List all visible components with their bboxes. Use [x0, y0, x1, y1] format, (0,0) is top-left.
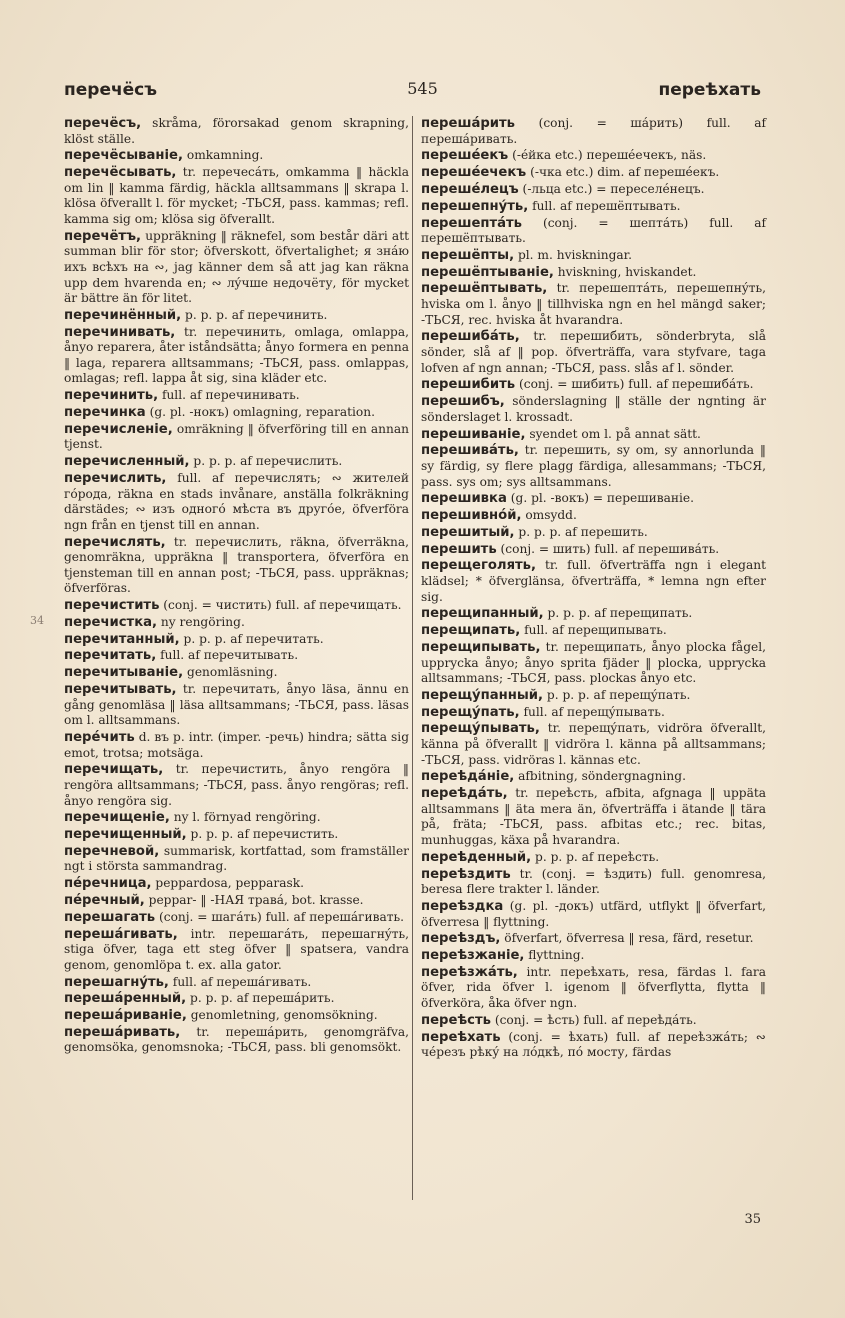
- entry-definition: tr. перешибить, sönderbryta, slå sönder, slå af ‖ pop. öfverträffa, vara styfvare, taga lofven af ngn annan; -ТЬСЯ, pass. slås af l. sönder.: [421, 329, 766, 375]
- entry-definition: p. p. p. af перещипать.: [543, 606, 693, 621]
- entry-headword: переѣздить: [421, 866, 511, 882]
- entry-headword: перешéлецъ: [421, 181, 519, 197]
- entry-headword: перешить: [421, 541, 497, 557]
- dictionary-entry: [64, 454, 409, 470]
- dictionary-entry: [421, 199, 766, 215]
- entry-headword: переѣдáть,: [421, 786, 508, 802]
- entry-headword: пéречный,: [64, 893, 145, 908]
- entry-headword: перешибъ,: [421, 394, 505, 410]
- dictionary-entry: [64, 471, 409, 533]
- entry-headword: перечёсываніе,: [64, 148, 184, 164]
- entry-definition: tr. перечислить, räkna, öfverräkna, genomräkna, uppräkna ‖ transportera, öfverföra en tjensteman till en annan post; -ТЬСЯ, pass. uppräknas; öfverföras.: [64, 534, 409, 596]
- entry-definition: tr. перечистить, ånyo rengöra ‖ rengöra alltsammans; -ТЬСЯ, pass. ånyo rengöras; refl. ånyo rengöra sig.: [64, 762, 409, 808]
- entry-headword: перешепнýть,: [421, 198, 529, 214]
- entry-headword: перечищенный,: [64, 827, 187, 843]
- dictionary-entry: [421, 443, 766, 490]
- entry-definition: full. af перещýпывать.: [519, 704, 665, 719]
- entry-definition: tr. переѣсть, afbita, afgnaga ‖ uppäta alltsammans ‖ äta mera än, öfverträffa i ätande ‖ tära på, fräta; -ТЬСЯ, pass. afbitas etc.; rec. bitas, munhuggas, käxa på hvarandra.: [421, 786, 766, 847]
- entry-headword: перечитанный,: [64, 631, 180, 647]
- dictionary-entry: [421, 640, 766, 687]
- entry-definition: (conj. = ѣхать) full. af переѣзжáть; ∾ чéрезъ рѣкý на лóдкѣ, пó мосту, färdas: [421, 1029, 766, 1060]
- dictionary-entry: [64, 648, 409, 664]
- entry-definition: ny rengöring.: [157, 614, 245, 629]
- entry-definition: full. af перечитывать.: [156, 648, 299, 663]
- entry-definition: tr. перещýпать, vidröra öfverallt, känna på öfverallt ‖ vidröra l. känna på alltsammans; -ТЬСЯ, pass. vidröras l. kännas etc.: [421, 721, 766, 767]
- dictionary-entry: [64, 730, 409, 761]
- dictionary-entry: [64, 165, 409, 227]
- entry-definition: (conj. = шагáть) full. af перешáгивать.: [155, 909, 405, 924]
- entry-headword: перечинить,: [64, 388, 159, 404]
- entry-headword: перешивнóй,: [421, 508, 522, 524]
- entry-definition: (-льца etc.) = переселéнецъ.: [518, 181, 705, 196]
- dictionary-entry: [421, 705, 766, 721]
- entry-headword: перечёсывать,: [64, 165, 177, 181]
- entry-headword: перещýпанный,: [421, 687, 544, 703]
- column-divider: [412, 116, 413, 1200]
- entry-definition: tr. перещипать, ånyo plocka fågel, upprycka ånyo; ånyo sprita fjäder ‖ plocka, upprycka alltsammans; -ТЬСЯ, pass. plockas ånyo etc.: [421, 639, 766, 686]
- header-left-guideword: перечёсъ: [64, 80, 158, 100]
- entry-definition: p. p. p. af перечинить.: [181, 307, 328, 322]
- dictionary-entry: [421, 867, 766, 898]
- dictionary-entry: [421, 931, 766, 947]
- dictionary-entry: [64, 910, 409, 926]
- page-number: 545: [407, 79, 438, 98]
- entry-definition: peppar- ‖ -НАЯ травá, bot. krasse.: [144, 893, 364, 907]
- entry-definition: (g. pl. -докъ) utfärd, utflykt ‖ öfverfart, öfverresa ‖ flyttning.: [421, 898, 766, 929]
- entry-headword: перечётъ,: [64, 228, 142, 244]
- entry-definition: tr. full. öfverträffa ngn i elegant klädsel; * öfverglänsa, öfverträffa, * lemna ngn efter sig.: [421, 558, 766, 604]
- entry-definition: skråma, förorsakad genom skrapning, klöst ställe.: [64, 116, 409, 146]
- dictionary-entry: [421, 525, 766, 541]
- entry-headword: перечитывать,: [64, 681, 177, 697]
- entry-headword: перещýпывать,: [421, 721, 540, 737]
- dictionary-entry: [64, 308, 409, 324]
- entry-headword: перешáрить: [421, 116, 516, 131]
- entry-headword: перечисленіе,: [64, 421, 173, 437]
- entry-definition: syendet om l. på annat sätt.: [525, 426, 701, 441]
- dictionary-entry: [421, 786, 766, 848]
- entry-headword: перешáриваніе,: [64, 1008, 187, 1024]
- dictionary-entry: [421, 1030, 766, 1061]
- entry-headword: перечинённый,: [64, 307, 182, 323]
- entry-headword: перешибáть,: [421, 329, 520, 345]
- dictionary-entry: [64, 632, 409, 648]
- entry-headword: перечистка,: [64, 614, 158, 630]
- entry-definition: (conj. = шибить) full. af перешибáть.: [515, 377, 754, 392]
- entry-headword: перечинка: [64, 405, 146, 420]
- entry-headword: переѣсть: [421, 1012, 491, 1028]
- entry-definition: (conj. = ѣсть) full. af переѣдáть.: [490, 1012, 697, 1027]
- dictionary-entry: [64, 665, 409, 681]
- entry-definition: pl. m. hviskningar.: [514, 247, 633, 262]
- dictionary-entry: [64, 991, 409, 1007]
- entry-definition: intr. перешагáть, перешагнýть, stiga öfver, taga ett steg öfver ‖ spatsera, vandra genom, genomlöpa t. ex. alla gator.: [64, 926, 409, 972]
- dictionary-entry: [64, 893, 409, 909]
- entry-definition: tr. перечитать, ånyo läsa, ännu en gång genomläsa ‖ läsa alltsammans; -ТЬСЯ, pass. läsas om l. alltsammans.: [64, 681, 409, 728]
- entry-headword: перешагнýть,: [64, 974, 169, 990]
- dictionary-entry: [64, 422, 409, 453]
- entry-definition: (-éйка etc.) перешéечекъ, näs.: [508, 148, 707, 163]
- entry-definition: p. p. p. af перешить.: [514, 524, 648, 539]
- entry-headword: перешáривать,: [64, 1024, 181, 1040]
- dictionary-entry: [64, 615, 409, 631]
- entry-headword: перешёптываніе,: [421, 264, 554, 280]
- dictionary-entry: [421, 394, 766, 425]
- dictionary-entry: [64, 229, 409, 307]
- dictionary-entry: [421, 623, 766, 639]
- entry-definition: genomletning, genomsökning.: [186, 1008, 378, 1023]
- dictionary-entry: [64, 810, 409, 826]
- entry-headword: перешёптывать,: [421, 281, 548, 297]
- entry-headword: перешáгивать,: [64, 926, 178, 942]
- entry-definition: tr. перешить, sy om, sy annorlunda ‖ sy färdig, sy flere plagg färdiga, allesammans; -ТЬСЯ, pass. sys om; sys alltsammans.: [421, 443, 766, 489]
- entry-definition: p. p. p. af переѣсть.: [531, 849, 660, 864]
- dictionary-entry: [421, 148, 766, 164]
- header-right-guideword: переѣхать: [658, 80, 761, 100]
- entry-headword: переѣздка: [421, 898, 504, 914]
- entry-definition: (-чка etc.) dim. af перешéекъ.: [526, 165, 720, 180]
- entry-definition: genomläsning.: [183, 665, 278, 680]
- dictionary-entry: [421, 769, 766, 785]
- entry-headword: перешéекъ: [421, 148, 509, 164]
- dictionary-entry: [64, 876, 409, 892]
- dictionary-entry: [421, 491, 766, 507]
- entry-definition: intr. переѣхать, resa, färdas l. fara öfver, rida öfver l. igenom ‖ öfverflytta, flytta ‖ öfverköra, åka öfver ngn.: [421, 964, 766, 1011]
- dictionary-entry: [421, 558, 766, 605]
- entry-definition: full. af перечислять; ∾ жителей гóрода, räkna en stads invånare, anställa folkräkning därstädes; ∾ изъ одногó мѣста въ другóе, öfverföra ngn från en tjenst till en annan.: [64, 470, 409, 532]
- margin-mark: 34: [30, 614, 44, 627]
- left-column: [64, 116, 409, 1057]
- entry-definition: tr. перечесáть, omkamma ‖ häckla om lin ‖ kamma färdig, häckla alltsammans ‖ skrapa l. klösa öfverallt l. för mycket; -ТЬСЯ, pass. kammas; refl. kamma sig om; klösa sig öfverallt.: [64, 165, 409, 226]
- entry-definition: tr. (conj. = ѣздить) full. genomresa, beresa flere trakter l. länder.: [421, 866, 766, 897]
- entry-headword: перечищеніе,: [64, 810, 170, 826]
- entry-headword: перечитать,: [64, 648, 157, 664]
- entry-definition: (conj. = шáрить) full. af перешáривать.: [421, 116, 766, 146]
- dictionary-entry: [64, 405, 409, 421]
- entry-headword: перечитываніе,: [64, 665, 184, 681]
- entry-definition: tr. перешáрить, genomgräfva, genomsöka, genomsnoka; -ТЬСЯ, pass. bli genomsökt.: [64, 1024, 409, 1055]
- dictionary-entry: [421, 427, 766, 443]
- dictionary-entry: [421, 182, 766, 198]
- entry-headword: перечисленный,: [64, 454, 190, 470]
- dictionary-entry: [421, 542, 766, 558]
- dictionary-entry: [64, 1025, 409, 1056]
- dictionary-entry: [421, 606, 766, 622]
- entry-headword: переѣхать: [421, 1029, 501, 1045]
- dictionary-entry: [421, 948, 766, 964]
- entry-headword: перешёпты,: [421, 247, 515, 263]
- entry-definition: (g. pl. -вокъ) = перешиваніе.: [506, 491, 694, 506]
- entry-definition: sönderslagning ‖ ställe der ngnting är sönderslaget l. krossadt.: [421, 394, 766, 424]
- entry-headword: перешиваніе,: [421, 426, 526, 442]
- entry-headword: перечислять,: [64, 534, 166, 550]
- entry-headword: переѣдáніе,: [421, 769, 515, 785]
- entry-definition: (conj. = шить) full. af перешивáть.: [496, 541, 720, 556]
- dictionary-entry: [64, 1008, 409, 1024]
- entry-headword: перéчить: [64, 729, 135, 745]
- dictionary-entry: [64, 762, 409, 809]
- dictionary-entry: [421, 248, 766, 264]
- dictionary-entry: [421, 165, 766, 181]
- dictionary-entry: [64, 535, 409, 597]
- entry-definition: omsydd.: [521, 508, 577, 523]
- entry-headword: перещеголять,: [421, 558, 537, 574]
- entry-definition: p. p. p. af перещýпать.: [543, 687, 691, 702]
- entry-definition: hviskning, hviskandet.: [553, 264, 697, 279]
- dictionary-entry: [421, 508, 766, 524]
- entry-headword: перешептáть: [421, 215, 523, 231]
- right-column: [421, 116, 766, 1062]
- entry-headword: перешéечекъ: [421, 165, 527, 181]
- entry-definition: (g. pl. -нокъ) omlagning, reparation.: [145, 405, 375, 419]
- entry-headword: перещипанный,: [421, 606, 544, 622]
- dictionary-entry: [421, 965, 766, 1012]
- entry-definition: full. af перешёптывать.: [528, 198, 681, 213]
- dictionary-entry: [421, 377, 766, 393]
- dictionary-entry: [64, 844, 409, 875]
- entry-definition: p. p. p. af перечитать.: [179, 631, 324, 646]
- entry-headword: перещýпать,: [421, 704, 520, 720]
- entry-headword: перешагать: [64, 909, 156, 925]
- entry-headword: переѣзжаніе,: [421, 948, 525, 964]
- entry-definition: p. p. p. af перечистить.: [186, 827, 339, 842]
- entry-headword: перешивáть,: [421, 443, 519, 459]
- entry-headword: перешивка: [421, 491, 507, 507]
- dictionary-entry: [64, 682, 409, 729]
- entry-definition: omkamning.: [183, 148, 264, 163]
- entry-definition: full. af перещипывать.: [520, 623, 667, 638]
- dictionary-entry: [64, 325, 409, 387]
- entry-headword: перечинивать,: [64, 324, 176, 340]
- entry-definition: full. af перечинивать.: [158, 388, 300, 403]
- entry-definition: full. af перешáгивать.: [168, 974, 312, 989]
- entry-definition: öfverfart, öfverresa ‖ resa, färd, resetur.: [500, 931, 754, 946]
- dictionary-entry: [421, 216, 766, 247]
- signature-mark: 35: [744, 1212, 761, 1227]
- entry-definition: p. p. p. af перечислить.: [189, 454, 343, 469]
- entry-headword: перешибить: [421, 377, 516, 393]
- entry-headword: перечёсъ,: [64, 116, 142, 131]
- entry-headword: переѣденный,: [421, 849, 532, 865]
- entry-headword: перечищать,: [64, 762, 164, 778]
- dictionary-entry: [64, 927, 409, 974]
- entry-definition: (conj. = чистить) full. af перечищать.: [159, 598, 402, 613]
- entry-headword: перещипать,: [421, 623, 521, 639]
- dictionary-entry: [421, 721, 766, 768]
- entry-definition: afbitning, söndergnagning.: [514, 769, 686, 784]
- entry-definition: (conj. = шептáть) full. af перешёптывать.: [421, 215, 766, 246]
- entry-definition: omräkning ‖ öfverföring till en annan tjenst.: [64, 421, 409, 452]
- entry-definition: peppardosa, pepparask.: [151, 876, 305, 891]
- dictionary-entry: [421, 281, 766, 328]
- dictionary-entry: [64, 598, 409, 614]
- entry-headword: пéречница,: [64, 876, 152, 892]
- entry-headword: перешитый,: [421, 524, 515, 540]
- entry-definition: flyttning.: [524, 948, 585, 963]
- dictionary-entry: [64, 827, 409, 843]
- dictionary-entry: [64, 116, 409, 147]
- entry-definition: p. p. p. af перешáрить.: [186, 991, 335, 1006]
- entry-definition: summarisk, kortfattad, som framställer ngt i största sammandrag.: [64, 843, 409, 874]
- dictionary-entry: [421, 265, 766, 281]
- entry-headword: переѣзжáть,: [421, 964, 518, 980]
- entry-definition: uppräkning ‖ räknefel, som består däri att summan blir för stor; öfverskott, öfvertalighet; я знáю ихъ всѣхъ на ∾, jag känner dem så att jag kan räkna upp dem hvarenda en; ∾ лýчше недочёту, för mycket är bättre än för litet.: [64, 228, 409, 306]
- dictionary-entry: [64, 148, 409, 164]
- dictionary-entry: [421, 899, 766, 930]
- dictionary-entry: [64, 388, 409, 404]
- entry-definition: tr. перечинить, omlaga, omlappa, ånyo reparera, åter iståndsätta; ånyo formera en penna ‖ laga, reparera alltsammans; -ТЬСЯ, pass. omlappas, omlagas; refl. lappa åt sig, sina kläder etc.: [64, 324, 409, 386]
- dictionary-entry: [421, 116, 766, 147]
- entry-headword: переѣздъ,: [421, 931, 501, 947]
- entry-headword: перечистить: [64, 598, 160, 614]
- entry-definition: ny l. förnyad rengöring.: [169, 810, 321, 825]
- dictionary-entry: [421, 1013, 766, 1029]
- entry-headword: перещипывать,: [421, 639, 541, 655]
- dictionary-entry: [421, 688, 766, 704]
- entry-headword: перечислить,: [64, 470, 167, 486]
- entry-definition: tr. перешептáть, перешепнýть, hviska om l. ånyo ‖ tillhviska ngn en hel mängd saker; -ТЬСЯ, rec. hviska åt hvarandra.: [421, 281, 766, 327]
- entry-headword: перечневой,: [64, 843, 160, 859]
- entry-headword: перешáренный,: [64, 991, 187, 1007]
- dictionary-entry: [64, 975, 409, 991]
- dictionary-entry: [421, 850, 766, 866]
- dictionary-entry: [421, 329, 766, 376]
- entry-definition: d. въ p. intr. (imper. -речь) hindra; sätta sig emot, trotsa; motsäga.: [64, 729, 409, 760]
